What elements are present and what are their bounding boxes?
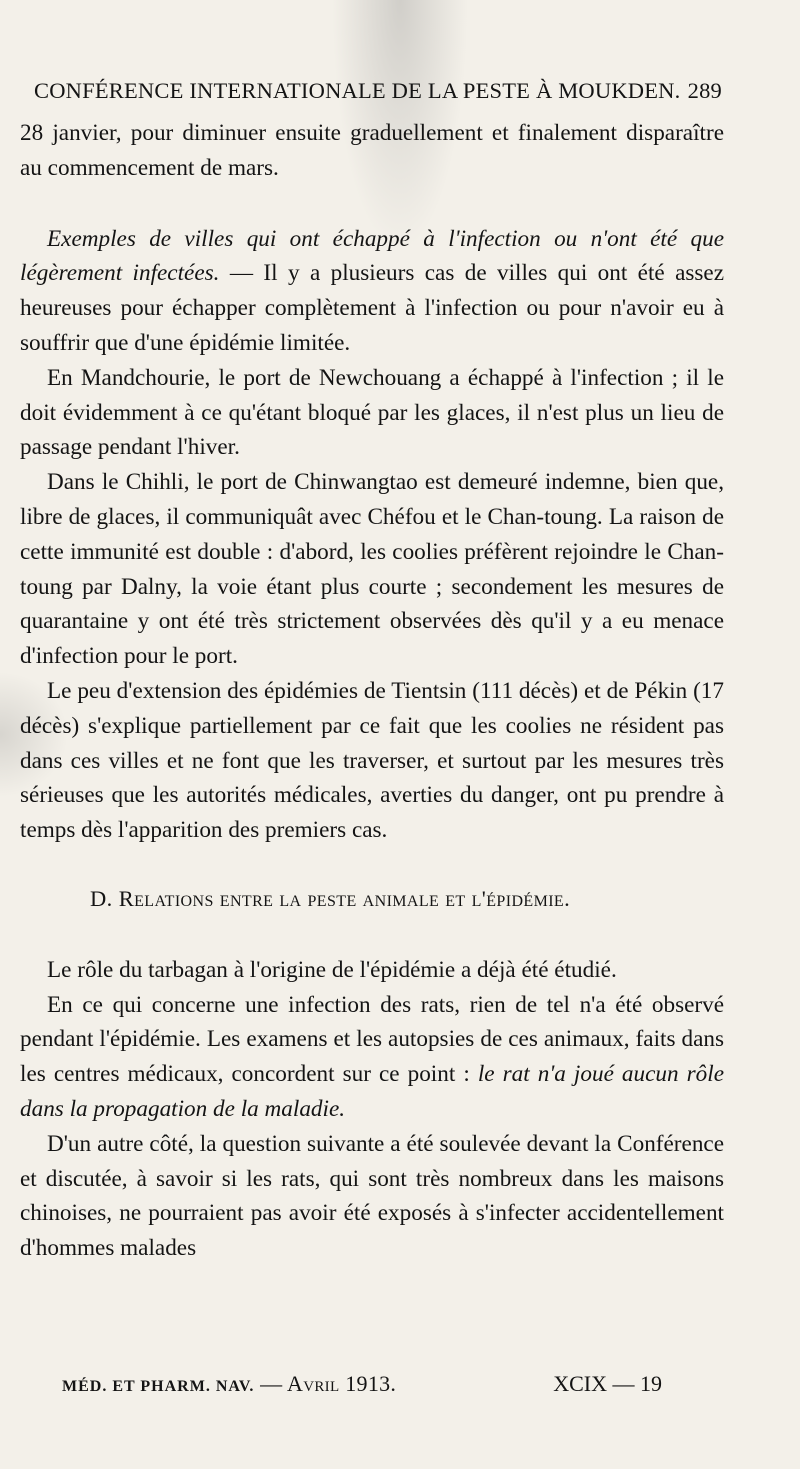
body-text (20, 116, 724, 1266)
section-title: Relations entre la peste animale et l'épidémie. (118, 885, 571, 911)
paragraph-mandchourie: En Mandchourie, le port de Newchouang a échappé à l'infection ; il le doit évidemment à ce qu'étant bloqué par les glaces, il n'est plus un lieu de passage pendant l'hiver. (20, 364, 724, 461)
journal-abbreviation: MÉD. ET PHARM. NAV. (62, 1378, 255, 1395)
paragraph-question: D'un autre côté, la question suivante a été soulevée devant la Conférence et discutée, à savoir si les rats, qui sont très nombreux dans les maisons chinoises, ne pourraient pas avoir été exposés à s'infecter accidentellement d'hommes malades (20, 1130, 724, 1262)
paragraph-text: En ce qui concerne une infection des rats, rien de tel n'a été observé pendant l'épidémie. Les examens et les autopsies de ces animaux, faits dans les centres médicaux, concordent sur ce point : (20, 991, 724, 1088)
paragraph-text: — Il y a plusieurs cas de villes qui ont été assez heureuses pour échapper complètement à l'infection ou pour n'avoir eu à souffrir que d'une épidémie limitée. (20, 260, 724, 356)
running-title: CONFÉRENCE INTERNATIONALE DE LA PESTE À MOUKDEN. (34, 78, 681, 103)
footer-left (62, 1371, 396, 1397)
paragraph-chihli: Dans le Chihli, le port de Chinwangtao est demeuré indemne, bien que, libre de glaces, il communiquât avec Chéfou et le Chan-toung. La raison de cette immunité est double : d'abord, les coolies préfèrent rejoindre le Chan-toung par Dalny, la voie étant plus courte ; secondement les mesures de quarantaine y ont été très strictement observées dès qu'il y a eu menace d'infection pour le port. (20, 469, 724, 670)
page-number: 289 (687, 78, 722, 103)
paragraph-tarbagan: Le rôle du tarbagan à l'origine de l'épidémie a déjà été étudié. (47, 956, 617, 983)
emphasis-conclusion: le rat n'a joué aucun rôle dans la propagation de la maladie. (20, 1061, 724, 1122)
paragraph-run-heading: Exemples de villes qui ont échappé à l'infection ou n'ont été que légèrement infectées. (20, 225, 724, 287)
paragraph-exemples (20, 222, 724, 361)
issue-date: — Avril 1913. (254, 1371, 397, 1396)
signature-mark: XCIX — 19 (553, 1371, 662, 1396)
paragraph-tientsin: Le peu d'extension des épidémies de Tientsin (111 décès) et de Pékin (17 décès) s'explique partiellement par ce fait que les coolies ne résident pas dans ces villes et ne font que les traverser, et surtout par les mesures très sérieuses que les autorités médicales, averties du danger, ont pu prendre à temps dès l'apparition des premiers cas. (20, 677, 724, 844)
paragraph-rats (20, 988, 724, 1127)
section-heading (20, 882, 724, 917)
section-letter: D. (90, 885, 113, 911)
running-head (34, 78, 722, 104)
page-footer (62, 1371, 662, 1397)
paragraph-continuation: 28 janvier, pour diminuer ensuite graduellement et finalement disparaître au commencement de mars. (20, 120, 724, 181)
